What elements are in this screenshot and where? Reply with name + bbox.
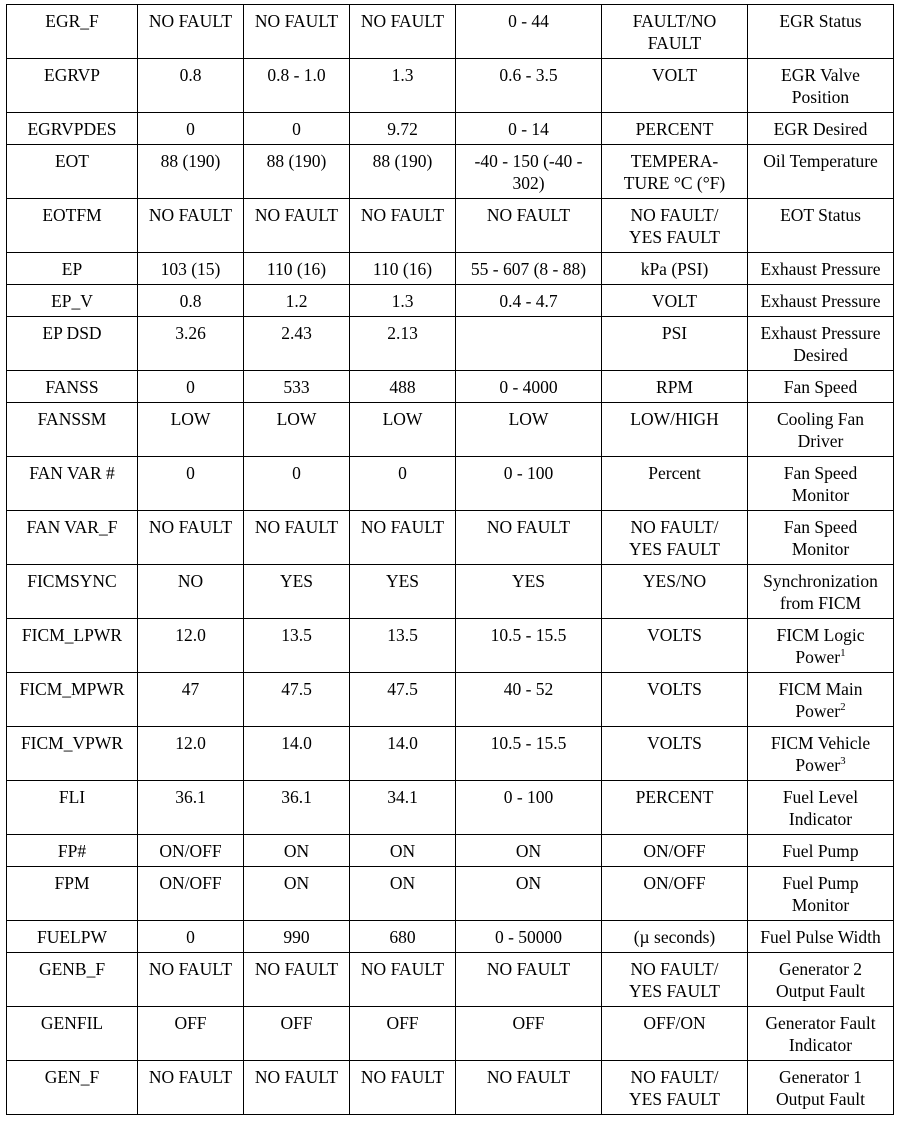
value-cell-2: 110 (16)	[244, 253, 350, 285]
description-cell: Cooling Fan Driver	[748, 403, 894, 457]
unit-cell: FAULT/NO FAULT	[602, 5, 748, 59]
value-cell-1: 3.26	[138, 317, 244, 371]
table-row	[7, 781, 894, 835]
unit-cell: kPa (PSI)	[602, 253, 748, 285]
range-cell: 55 - 607 (8 - 88)	[456, 253, 602, 285]
table-row	[7, 253, 894, 285]
pid-cell: FICM_LPWR	[7, 619, 138, 673]
table-row	[7, 317, 894, 371]
description-cell: Exhaust Pressure Desired	[748, 317, 894, 371]
description-cell: Fan Speed Monitor	[748, 511, 894, 565]
value-cell-3: YES	[350, 565, 456, 619]
footnote-marker: 2	[840, 701, 846, 714]
unit-cell: NO FAULT/ YES FAULT	[602, 511, 748, 565]
table-row	[7, 835, 894, 867]
table-row	[7, 727, 894, 781]
unit-cell: PERCENT	[602, 781, 748, 835]
value-cell-3: 13.5	[350, 619, 456, 673]
value-cell-1: ON/OFF	[138, 835, 244, 867]
pid-cell: FANSSM	[7, 403, 138, 457]
value-cell-2: 47.5	[244, 673, 350, 727]
value-cell-3: ON	[350, 835, 456, 867]
value-cell-3: 47.5	[350, 673, 456, 727]
pid-cell: FAN VAR_F	[7, 511, 138, 565]
value-cell-2: 88 (190)	[244, 145, 350, 199]
unit-cell: TEMPERA- TURE °C (°F)	[602, 145, 748, 199]
footnote-marker: 3	[840, 755, 846, 768]
unit-cell: NO FAULT/ YES FAULT	[602, 1061, 748, 1115]
description-cell: Exhaust Pressure	[748, 253, 894, 285]
pid-reference-table	[6, 4, 894, 1115]
footnote-marker: 1	[840, 647, 846, 660]
value-cell-1: 0	[138, 457, 244, 511]
value-cell-3: OFF	[350, 1007, 456, 1061]
range-cell: -40 - 150 (-40 - 302)	[456, 145, 602, 199]
table-row	[7, 673, 894, 727]
description-cell: Fuel Level Indicator	[748, 781, 894, 835]
value-cell-2: 13.5	[244, 619, 350, 673]
value-cell-2: NO FAULT	[244, 1061, 350, 1115]
pid-cell: EGRVPDES	[7, 113, 138, 145]
description-cell: Fuel Pump Monitor	[748, 867, 894, 921]
description-cell: Fan Speed Monitor	[748, 457, 894, 511]
value-cell-2: 1.2	[244, 285, 350, 317]
range-cell: 0 - 100	[456, 457, 602, 511]
range-cell: NO FAULT	[456, 199, 602, 253]
pid-cell: EP DSD	[7, 317, 138, 371]
value-cell-3: LOW	[350, 403, 456, 457]
pid-cell: GENFIL	[7, 1007, 138, 1061]
range-cell: NO FAULT	[456, 511, 602, 565]
value-cell-1: 36.1	[138, 781, 244, 835]
unit-cell: VOLT	[602, 285, 748, 317]
value-cell-1: OFF	[138, 1007, 244, 1061]
range-cell: NO FAULT	[456, 1061, 602, 1115]
value-cell-3: ON	[350, 867, 456, 921]
description-cell: Generator 1 Output Fault	[748, 1061, 894, 1115]
pid-cell: EGRVP	[7, 59, 138, 113]
range-cell: 10.5 - 15.5	[456, 619, 602, 673]
value-cell-1: ON/OFF	[138, 867, 244, 921]
value-cell-3: 1.3	[350, 285, 456, 317]
description-cell: EGR Valve Position	[748, 59, 894, 113]
range-cell: ON	[456, 867, 602, 921]
description-cell: FICM Logic Power$^1$	[748, 619, 894, 673]
table-body	[7, 5, 894, 1115]
value-cell-1: NO FAULT	[138, 511, 244, 565]
value-cell-1: 0	[138, 371, 244, 403]
pid-cell: EOT	[7, 145, 138, 199]
pid-cell: FUELPW	[7, 921, 138, 953]
unit-cell: VOLTS	[602, 673, 748, 727]
range-cell: NO FAULT	[456, 953, 602, 1007]
unit-cell: LOW/HIGH	[602, 403, 748, 457]
value-cell-3: NO FAULT	[350, 199, 456, 253]
table-row	[7, 371, 894, 403]
value-cell-1: 0	[138, 113, 244, 145]
unit-cell: YES/NO	[602, 565, 748, 619]
value-cell-1: 0.8	[138, 59, 244, 113]
pid-cell: FAN VAR #	[7, 457, 138, 511]
table-row	[7, 285, 894, 317]
range-cell: LOW	[456, 403, 602, 457]
unit-cell: NO FAULT/ YES FAULT	[602, 953, 748, 1007]
pid-cell: EP_V	[7, 285, 138, 317]
table-row	[7, 953, 894, 1007]
value-cell-2: NO FAULT	[244, 5, 350, 59]
range-cell: 0 - 44	[456, 5, 602, 59]
value-cell-1: 0	[138, 921, 244, 953]
range-cell: 0.4 - 4.7	[456, 285, 602, 317]
range-cell: 10.5 - 15.5	[456, 727, 602, 781]
description-cell: EGR Desired	[748, 113, 894, 145]
value-cell-3: NO FAULT	[350, 1061, 456, 1115]
table-row	[7, 403, 894, 457]
pid-cell: FICMSYNC	[7, 565, 138, 619]
value-cell-3: 88 (190)	[350, 145, 456, 199]
value-cell-1: NO FAULT	[138, 1061, 244, 1115]
pid-cell: FP#	[7, 835, 138, 867]
value-cell-3: 1.3	[350, 59, 456, 113]
description-cell: Exhaust Pressure	[748, 285, 894, 317]
value-cell-1: NO FAULT	[138, 953, 244, 1007]
value-cell-3: NO FAULT	[350, 5, 456, 59]
unit-cell: ON/OFF	[602, 835, 748, 867]
value-cell-1: NO FAULT	[138, 199, 244, 253]
table-row	[7, 619, 894, 673]
table-row	[7, 59, 894, 113]
value-cell-3: 488	[350, 371, 456, 403]
value-cell-2: YES	[244, 565, 350, 619]
value-cell-2: NO FAULT	[244, 953, 350, 1007]
value-cell-2: 0	[244, 457, 350, 511]
value-cell-2: 2.43	[244, 317, 350, 371]
value-cell-2: ON	[244, 867, 350, 921]
value-cell-3: 680	[350, 921, 456, 953]
unit-cell: NO FAULT/ YES FAULT	[602, 199, 748, 253]
pid-cell: FLI	[7, 781, 138, 835]
range-cell: 0 - 4000	[456, 371, 602, 403]
description-cell: FICM Main Power$^2$	[748, 673, 894, 727]
description-cell: Synchronization from FICM	[748, 565, 894, 619]
range-cell: 40 - 52	[456, 673, 602, 727]
value-cell-1: LOW	[138, 403, 244, 457]
table-row	[7, 457, 894, 511]
table-row	[7, 113, 894, 145]
value-cell-2: ON	[244, 835, 350, 867]
value-cell-2: 14.0	[244, 727, 350, 781]
description-cell: EOT Status	[748, 199, 894, 253]
value-cell-1: 88 (190)	[138, 145, 244, 199]
value-cell-3: 34.1	[350, 781, 456, 835]
description-cell: Fan Speed	[748, 371, 894, 403]
description-cell: Generator 2 Output Fault	[748, 953, 894, 1007]
unit-cell: VOLTS	[602, 727, 748, 781]
table-row	[7, 867, 894, 921]
description-cell: Oil Temperature	[748, 145, 894, 199]
range-cell: 0 - 14	[456, 113, 602, 145]
range-cell: 0.6 - 3.5	[456, 59, 602, 113]
value-cell-1: 103 (15)	[138, 253, 244, 285]
pid-cell: FPM	[7, 867, 138, 921]
description-cell: Generator Fault Indicator	[748, 1007, 894, 1061]
range-cell: 0 - 100	[456, 781, 602, 835]
table-row	[7, 565, 894, 619]
pid-cell: EGR_F	[7, 5, 138, 59]
table-row	[7, 511, 894, 565]
range-cell: OFF	[456, 1007, 602, 1061]
value-cell-1: NO FAULT	[138, 5, 244, 59]
unit-cell: PSI	[602, 317, 748, 371]
value-cell-2: NO FAULT	[244, 199, 350, 253]
value-cell-2: 36.1	[244, 781, 350, 835]
value-cell-2: 990	[244, 921, 350, 953]
range-cell: 0 - 50000	[456, 921, 602, 953]
value-cell-1: NO	[138, 565, 244, 619]
value-cell-3: 2.13	[350, 317, 456, 371]
value-cell-2: LOW	[244, 403, 350, 457]
table-row	[7, 5, 894, 59]
value-cell-3: NO FAULT	[350, 511, 456, 565]
value-cell-1: 0.8	[138, 285, 244, 317]
value-cell-2: 0	[244, 113, 350, 145]
value-cell-3: NO FAULT	[350, 953, 456, 1007]
range-cell: YES	[456, 565, 602, 619]
value-cell-3: 14.0	[350, 727, 456, 781]
unit-cell: RPM	[602, 371, 748, 403]
description-cell: EGR Status	[748, 5, 894, 59]
value-cell-2: NO FAULT	[244, 511, 350, 565]
pid-cell: FANSS	[7, 371, 138, 403]
value-cell-2: OFF	[244, 1007, 350, 1061]
unit-cell: PERCENT	[602, 113, 748, 145]
unit-cell: Percent	[602, 457, 748, 511]
description-cell: FICM Vehicle Power$^3$	[748, 727, 894, 781]
value-cell-1: 47	[138, 673, 244, 727]
pid-cell: GENB_F	[7, 953, 138, 1007]
value-cell-3: 110 (16)	[350, 253, 456, 285]
value-cell-3: 9.72	[350, 113, 456, 145]
pid-cell: FICM_VPWR	[7, 727, 138, 781]
pid-cell: EOTFM	[7, 199, 138, 253]
value-cell-1: 12.0	[138, 619, 244, 673]
unit-cell: ON/OFF	[602, 867, 748, 921]
pid-cell: GEN_F	[7, 1061, 138, 1115]
table-row	[7, 1007, 894, 1061]
table-row	[7, 1061, 894, 1115]
value-cell-1: 12.0	[138, 727, 244, 781]
range-cell: ON	[456, 835, 602, 867]
unit-cell: VOLTS	[602, 619, 748, 673]
range-cell	[456, 317, 602, 371]
description-cell: Fuel Pump	[748, 835, 894, 867]
unit-cell: (µ seconds)	[602, 921, 748, 953]
description-cell: Fuel Pulse Width	[748, 921, 894, 953]
value-cell-3: 0	[350, 457, 456, 511]
value-cell-2: 533	[244, 371, 350, 403]
table-row	[7, 145, 894, 199]
pid-cell: EP	[7, 253, 138, 285]
pid-cell: FICM_MPWR	[7, 673, 138, 727]
unit-cell: OFF/ON	[602, 1007, 748, 1061]
table-row	[7, 199, 894, 253]
table-row	[7, 921, 894, 953]
value-cell-2: 0.8 - 1.0	[244, 59, 350, 113]
unit-cell: VOLT	[602, 59, 748, 113]
